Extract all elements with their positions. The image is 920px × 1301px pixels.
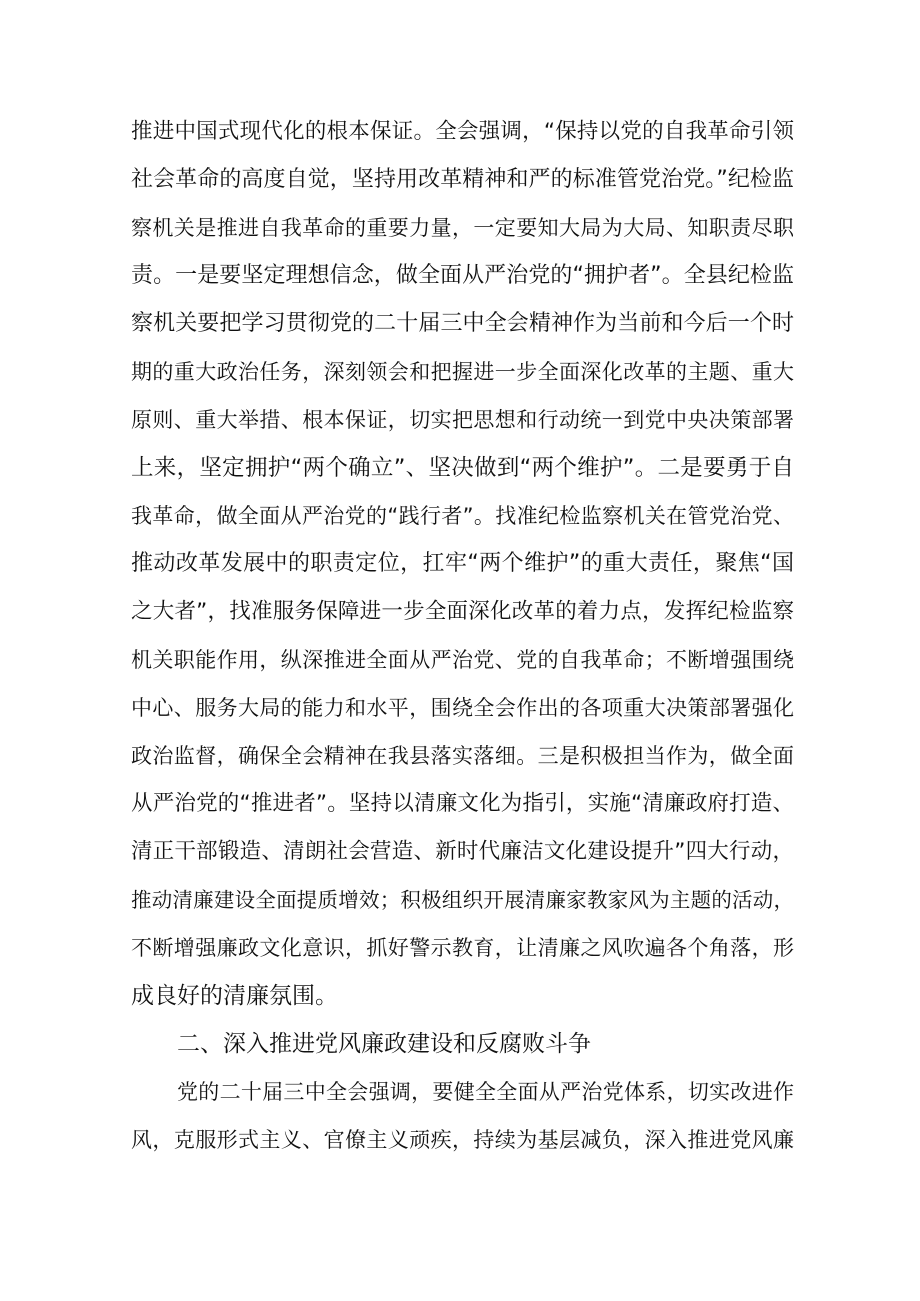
body-text-line: 风，克服形式主义、官僚主义顽疾，持续为基层减负，深入推进党风廉 <box>131 1128 794 1152</box>
body-text-line: 推动清廉建设全面提质增效；积极组织开展清廉家教家风为主题的活动， <box>131 888 794 912</box>
body-text-line: 从严治党的“推进者”。坚持以清廉文化为指引，实施“清廉政府打造、 <box>131 791 794 816</box>
body-text-line: 原则、重大举措、根本保证，切实把思想和行动统一到党中央决策部署 <box>131 408 794 432</box>
body-text-line: 党的二十届三中全会强调，要健全全面从严治党体系，切实改进作 <box>177 1080 794 1104</box>
body-text-line: 责。一是要坚定理想信念，做全面从严治党的“拥护者”。全县纪检监 <box>131 263 794 288</box>
body-text-line: 中心、服务大局的能力和水平，围绕全会作出的各项重大决策部署强化 <box>131 696 794 720</box>
section-heading: 二、深入推进党风廉政建设和反腐败斗争 <box>177 1031 591 1057</box>
body-text-line: 社会革命的高度自觉，坚持用改革精神和严的标准管党治党。”纪检监 <box>131 167 794 192</box>
body-text-line: 察机关是推进自我革命的重要力量，一定要知大局为大局、知职责尽职 <box>131 216 794 240</box>
body-text-line: 推动改革发展中的职责定位，扛牢“两个维护”的重大责任，聚焦“国 <box>131 551 794 576</box>
body-text-line: 成良好的清廉氛围。 <box>131 983 338 1009</box>
body-text-line: 推进中国式现代化的根本保证。全会强调，“保持以党的自我革命引领 <box>131 119 794 144</box>
body-text-line: 我革命，做全面从严治党的“践行者”。找准纪检监察机关在管党治党、 <box>131 504 794 528</box>
body-text-line: 察机关要把学习贯彻党的二十届三中全会精神作为当前和今后一个时 <box>131 311 794 336</box>
body-text-line: 期的重大政治任务，深刻领会和把握进一步全面深化改革的主题、重大 <box>131 360 794 384</box>
body-text-line: 机关职能作用，纵深推进全面从严治党、党的自我革命；不断增强围绕 <box>131 648 794 672</box>
body-text-line: 不断增强廉政文化意识，抓好警示教育，让清廉之风吹遍各个角落，形 <box>131 936 794 960</box>
body-text-line: 政治监督，确保全会精神在我县落实落细。三是积极担当作为，做全面 <box>131 744 794 768</box>
body-text-line: 清正干部锻造、清朗社会营造、新时代廉洁文化建设提升”四大行动， <box>131 839 794 864</box>
body-text-line: 之大者”，找准服务保障进一步全面深化改革的着力点，发挥纪检监察 <box>131 599 794 624</box>
body-text-line: 上来，坚定拥护“两个确立”、坚决做到“两个维护”。二是要勇于自 <box>131 455 794 481</box>
